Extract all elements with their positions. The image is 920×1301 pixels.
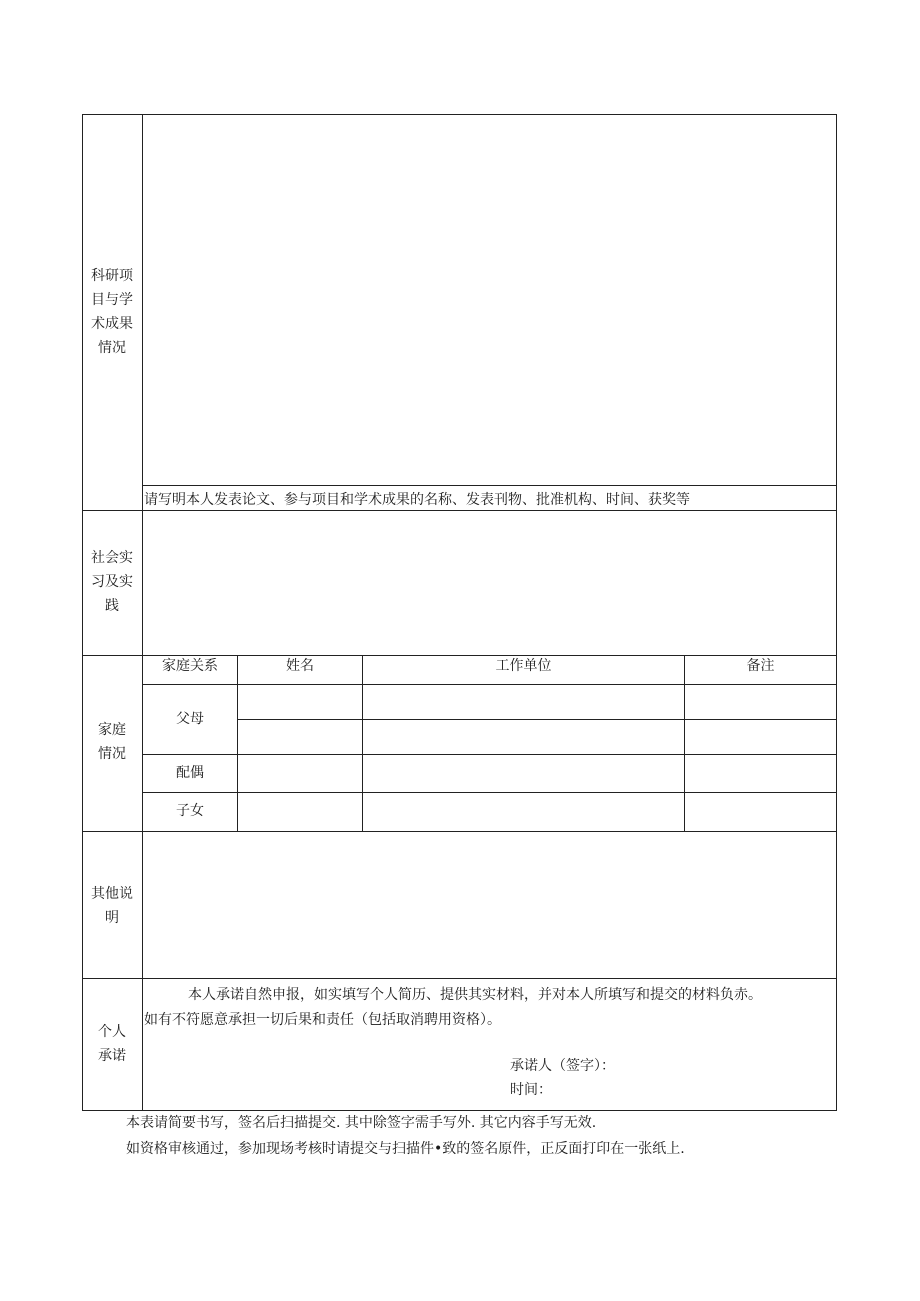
signature-field[interactable]: [630, 1054, 810, 1078]
time-label: 时间：: [510, 1082, 552, 1098]
footnote-1: 本表请简要书写，签名后扫描提交. 其中除签字需手写外. 其它内容手写无效.: [126, 1115, 597, 1131]
row-label-children: 子女: [176, 803, 204, 819]
research-label: 科研项 目与学 术成果 情况: [91, 268, 133, 356]
parent-2-workplace-field[interactable]: [363, 720, 684, 754]
children-workplace-field[interactable]: [363, 793, 684, 831]
hint-row-top-line: [142, 485, 837, 486]
other-input-area[interactable]: [143, 832, 836, 978]
parent-1-workplace-field[interactable]: [363, 685, 684, 719]
row-label-parents: 父母: [176, 711, 204, 727]
promise-text-line1: 本人承诺自然申报，如实填写个人简历、提供其实材料，并对本人所填写和提交的材料负赤。: [188, 987, 762, 1003]
practice-label: 社会实 习及实 践: [91, 550, 133, 614]
parent-1-name-field[interactable]: [238, 685, 362, 719]
other-label: 其他说 明: [91, 886, 133, 926]
spouse-name-field[interactable]: [238, 755, 362, 792]
children-remark-field[interactable]: [685, 793, 836, 831]
practice-input-area[interactable]: [143, 511, 836, 654]
children-name-field[interactable]: [238, 793, 362, 831]
header-workplace: 工作单位: [495, 658, 552, 674]
header-name: 姓名: [286, 658, 314, 674]
time-field[interactable]: [560, 1078, 740, 1102]
research-input-area[interactable]: [143, 115, 836, 484]
header-remark: 备注: [746, 658, 775, 674]
research-hint: 请写明本人发表论文、参与项目和学术成果的名称、发表刊物、批准机构、时间、获奖等: [144, 492, 690, 508]
spouse-workplace-field[interactable]: [363, 755, 684, 792]
parent-2-name-field[interactable]: [238, 720, 362, 754]
header-relation: 家庭关系: [162, 658, 218, 674]
spouse-remark-field[interactable]: [685, 755, 836, 792]
family-label: 家庭 情况: [98, 722, 126, 762]
promise-text-line2: 如有不符愿意承担一切后果和责任（包括取消聘用资格）。: [144, 1012, 501, 1028]
footnote-2: 如资格审核通过，参加现场考核时请提交与扫描件•致的签名原件，正反面打印在一张纸上.: [126, 1141, 685, 1157]
parent-2-remark-field[interactable]: [685, 720, 836, 754]
row-label-spouse: 配偶: [176, 765, 204, 781]
section-divider: [82, 978, 837, 979]
signer-label: 承诺人（签字）：: [510, 1058, 615, 1074]
promise-label: 个人 承诺: [98, 1024, 126, 1064]
parent-1-remark-field[interactable]: [685, 685, 836, 719]
